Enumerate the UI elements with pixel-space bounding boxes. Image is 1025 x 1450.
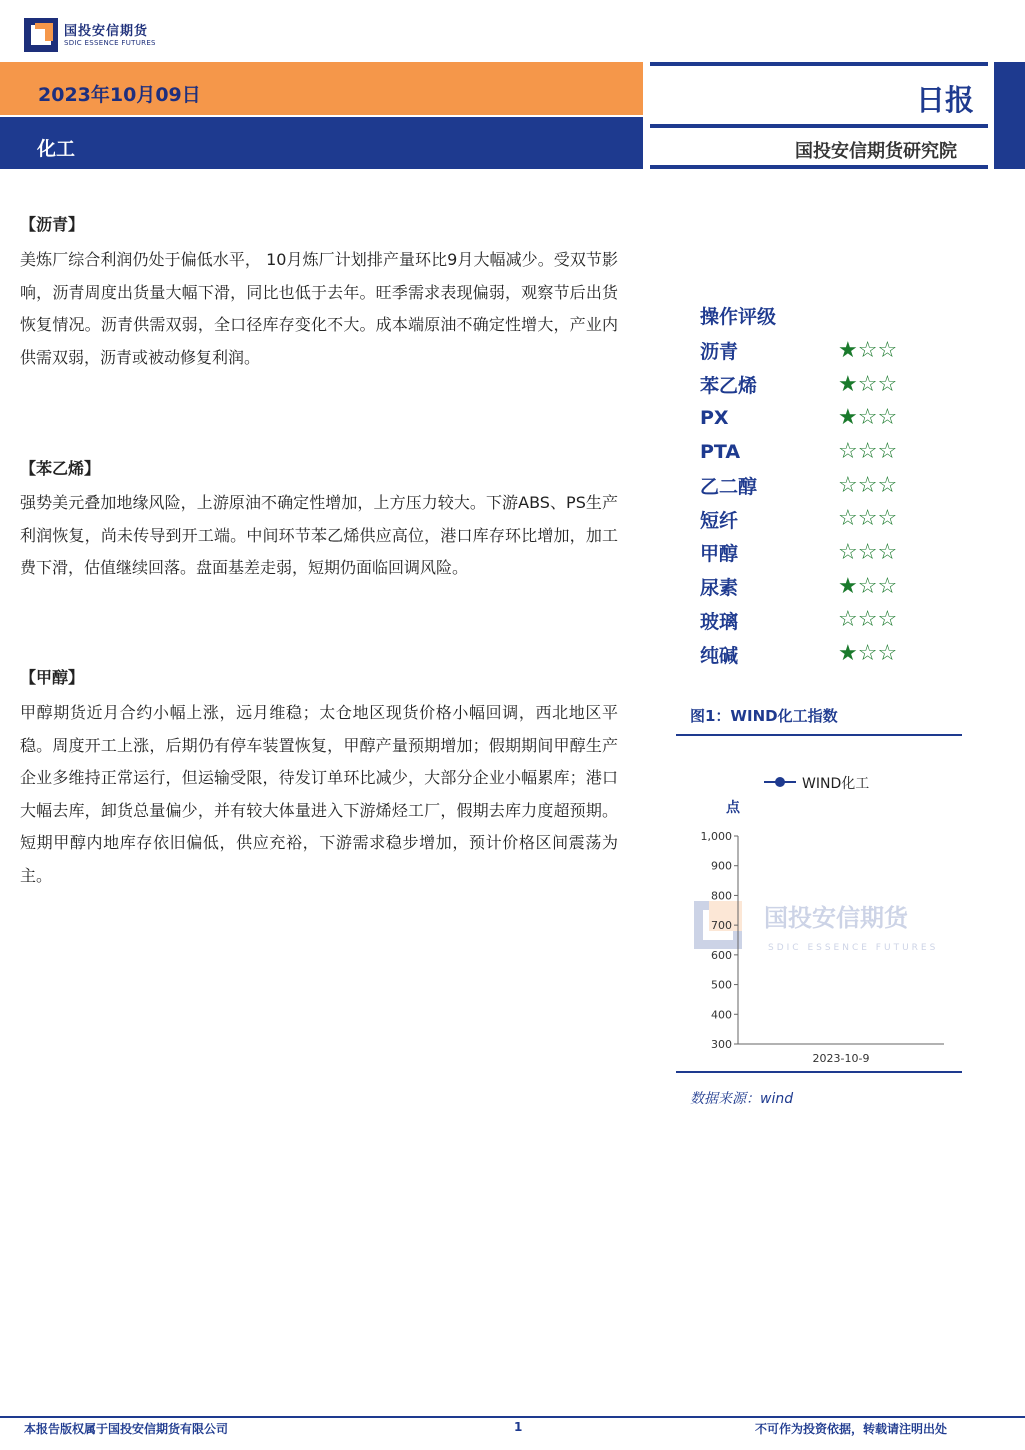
- divider-line: [650, 124, 988, 128]
- wind-chemical-index-chart: [676, 738, 962, 1071]
- star-rating-icon: ☆☆☆: [838, 472, 898, 498]
- section-title-styrene: 【苯乙烯】: [20, 459, 101, 478]
- footer-rule: [0, 1416, 1025, 1418]
- figure-top-rule: [676, 734, 962, 736]
- star-rating-icon: ☆☆☆: [838, 506, 898, 532]
- rating-name: PTA: [700, 440, 741, 463]
- star-rating-icon: ★☆☆: [838, 371, 898, 397]
- report-type: 日报: [916, 83, 975, 117]
- rating-row: [700, 334, 930, 368]
- rating-row: [700, 502, 930, 536]
- figure-title: 图1：WIND化工指数: [690, 707, 838, 725]
- legend-marker-icon: [775, 777, 785, 787]
- divider-line: [650, 62, 988, 66]
- rating-name: 玻璃: [700, 610, 739, 633]
- star-rating-icon: ☆☆☆: [838, 539, 898, 565]
- divider-line: [650, 165, 988, 169]
- sector-banner: [0, 117, 643, 169]
- star-rating-icon: ☆☆☆: [838, 607, 898, 633]
- section-body-methanol: 甲醇期货近月合约小幅上涨，远月维稳；太仓地区现货价格小幅回调，西北地区平稳。周度开工上涨，后期仍有停车装置恢复，甲醇产量预期增加；假期期间甲醇生产企业多维持正常运行，但运输受限，待发订单环比减少，大部分企业小幅累库；港口大幅去库，卸货总量偏少，并有较大体量进入下游烯烃工厂，假期去库力度超预期。短期甲醇内地库存依旧偏低，供应充裕，下游需求稳步增加，预计价格区间震荡为主。: [20, 703, 618, 885]
- data-source: 数据来源：wind: [690, 1091, 794, 1107]
- section-body-asphalt: 美炼厂综合利润仍处于偏低水平， 10月炼厂计划排产量环比9月大幅减少。受双节影响，沥青周度出货量大幅下滑，同比也低于去年。旺季需求表现偏弱，观察节后出货恢复情况。沥青供需双弱，全口径库存变化不大。成本端原油不确定性增大，产业内供需双弱，沥青或被动修复利润。: [20, 250, 618, 367]
- rating-row: [700, 604, 930, 638]
- rating-row: [700, 536, 930, 570]
- page-number: 1: [514, 1420, 523, 1434]
- star-rating-icon: ☆☆☆: [838, 438, 898, 464]
- rating-name: 短纤: [700, 509, 739, 532]
- rating-name: 纯碱: [700, 644, 739, 667]
- institute-name: 国投安信期货研究院: [795, 141, 957, 162]
- y-tick-label: 800: [711, 889, 732, 903]
- report-date: 2023年10月09日: [38, 84, 201, 106]
- rating-list: [700, 334, 930, 671]
- y-axis-label: 点: [726, 800, 740, 816]
- star-rating-icon: ★☆☆: [838, 337, 898, 363]
- watermark-cn: 国投安信期货: [764, 904, 908, 932]
- rating-name: 苯乙烯: [700, 375, 758, 398]
- logo-text-cn: 国投安信期货: [64, 24, 149, 39]
- star-rating-icon: ★☆☆: [838, 641, 898, 667]
- rating-heading: 操作评级: [700, 306, 777, 328]
- rating-row: [700, 637, 930, 671]
- rating-name: PX: [700, 407, 729, 430]
- y-tick-label: 500: [711, 978, 732, 992]
- footer-copyright: 本报告版权属于国投安信期货有限公司: [24, 1422, 229, 1436]
- rating-row: [700, 368, 930, 402]
- report-sector: 化工: [37, 138, 76, 160]
- watermark-en: SDIC ESSENCE FUTURES: [768, 943, 939, 953]
- chart-legend: [764, 776, 869, 792]
- rating-row: [700, 435, 930, 469]
- edge-bar: [994, 62, 1025, 169]
- legend-label: WIND化工: [802, 776, 870, 792]
- logo-mark-icon: [24, 18, 58, 52]
- y-tick-label: 300: [711, 1038, 732, 1051]
- footer-disclaimer: 不可作为投资依据，转载请注明出处: [755, 1422, 948, 1436]
- y-tick-label: 400: [711, 1008, 732, 1022]
- section-title-methanol: 【甲醇】: [20, 668, 85, 687]
- figure-bottom-rule: [676, 1071, 962, 1073]
- star-rating-icon: ★☆☆: [838, 405, 898, 431]
- y-tick-label: 700: [711, 919, 732, 933]
- logo-text-en: SDIC ESSENCE FUTURES: [64, 39, 156, 47]
- rating-name: 沥青: [700, 341, 739, 364]
- rating-name: 乙二醇: [700, 476, 758, 499]
- section-title-asphalt: 【沥青】: [20, 215, 85, 234]
- y-tick-label: 1,000: [700, 830, 732, 843]
- rating-row: [700, 469, 930, 503]
- y-tick-label: 900: [711, 859, 732, 873]
- section-body-styrene: 强势美元叠加地缘风险，上游原油不确定性增加，上方压力较大。下游ABS、PS生产利润恢复，尚未传导到开工端。中间环节苯乙烯供应高位，港口库存环比增加，加工费下滑，估值继续回落。盘面基差走弱，短期仍面临回调风险。: [20, 493, 618, 577]
- rating-row: [700, 570, 930, 604]
- rating-row: [700, 401, 930, 435]
- y-tick-label: 600: [711, 948, 732, 962]
- rating-name: 尿素: [700, 577, 739, 600]
- rating-name: 甲醇: [700, 543, 739, 566]
- x-tick-label: 2023-10-9: [812, 1052, 870, 1065]
- company-logo: [24, 18, 194, 54]
- star-rating-icon: ★☆☆: [838, 573, 898, 599]
